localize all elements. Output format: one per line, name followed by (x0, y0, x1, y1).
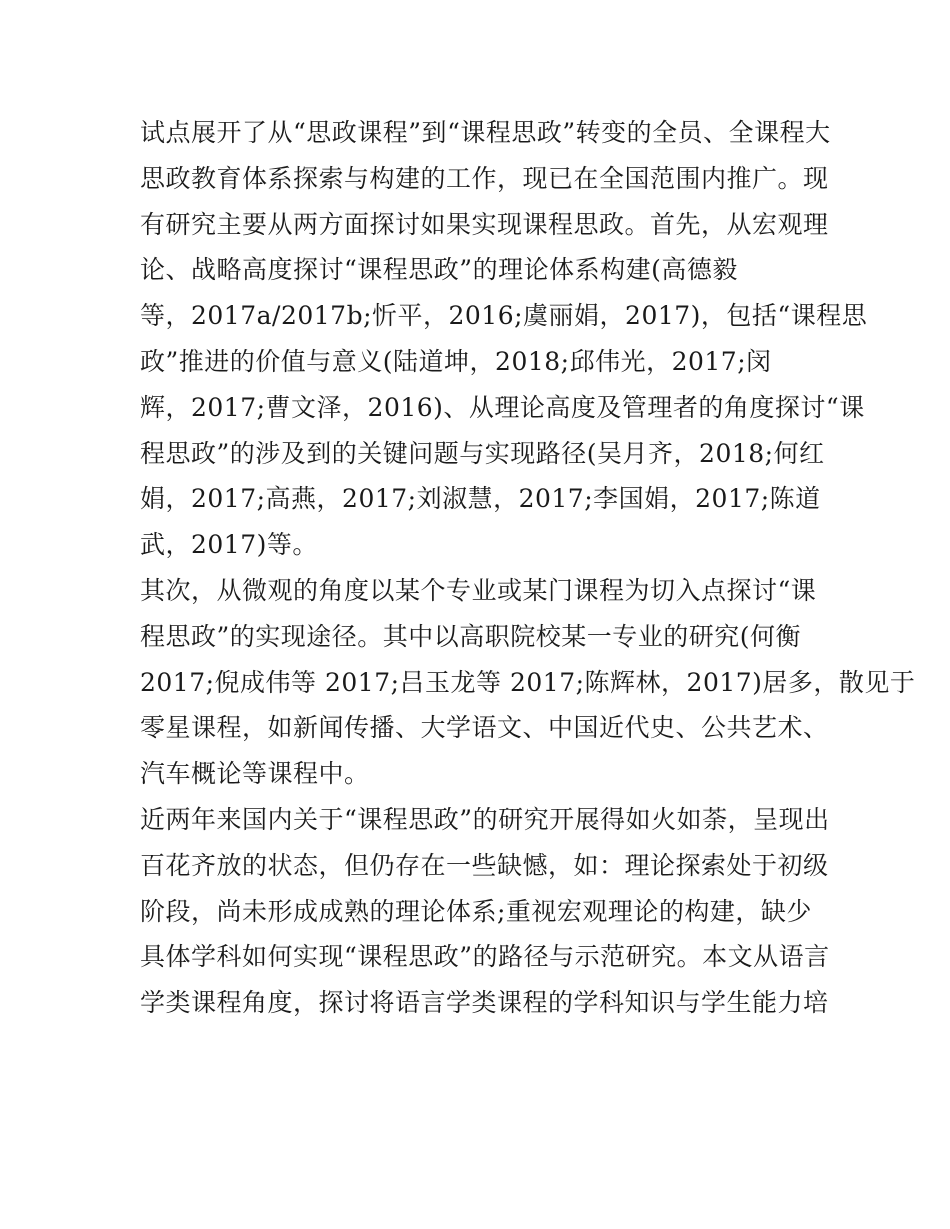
text-line-3: 有研究主要从两方面探讨如果实现课程思政。首先，从宏观理 (140, 209, 829, 239)
text-line-15: 汽车概论等课程中。 (140, 759, 370, 789)
text-line-7: 辉，2017;曹文泽，2016)、从理论高度及管理者的角度探讨“课 (140, 392, 865, 422)
text-line-8: 程思政”的涉及到的关键问题与实现路径(吴月齐，2018;何红 (140, 438, 825, 468)
text-line-4: 论、战略高度探讨“课程思政”的理论体系构建(高德毅 (140, 255, 738, 285)
text-line-2: 思政教育体系探索与构建的工作，现已在全国范围内推广。现 (140, 163, 829, 193)
text-line-16: 近两年来国内关于“课程思政”的研究开展得如火如荼，呈现出 (140, 804, 830, 834)
text-line-11: 其次，从微观的角度以某个专业或某门课程为切入点探讨“课 (140, 575, 817, 605)
text-line-12: 程思政”的实现途径。其中以高职院校某一专业的研究(何衡 (140, 621, 802, 651)
text-line-6: 政”推进的价值与意义(陆道坤，2018;邱伟光，2017;闵 (140, 346, 772, 376)
text-line-20: 学类课程角度，探讨将语言学类课程的学科知识与学生能力培 (140, 988, 829, 1018)
body-text (140, 110, 916, 1026)
text-line-10: 武，2017)等。 (140, 530, 318, 560)
text-line-19: 具体学科如何实现“课程思政”的路径与示范研究。本文从语言 (140, 942, 830, 972)
text-line-14: 零星课程，如新闻传播、大学语文、中国近代史、公共艺术、 (140, 713, 829, 743)
text-line-18: 阶段，尚未形成成熟的理论体系;重视宏观理论的构建，缺少 (140, 896, 812, 926)
text-line-17: 百花齐放的状态，但仍存在一些缺憾，如：理论探索处于初级 (140, 850, 829, 880)
text-line-13: 2017;倪成伟等 2017;吕玉龙等 2017;陈辉林，2017)居多，散见于 (140, 667, 916, 697)
text-line-1: 试点展开了从“思政课程”到“课程思政”转变的全员、全课程大 (140, 118, 831, 147)
text-line-9: 娟，2017;高燕，2017;刘淑慧，2017;李国娟，2017;陈道 (140, 484, 821, 514)
text-line-5: 等，2017a/2017b;忻平，2016;虞丽娟，2017)，包括“课程思 (140, 301, 868, 331)
